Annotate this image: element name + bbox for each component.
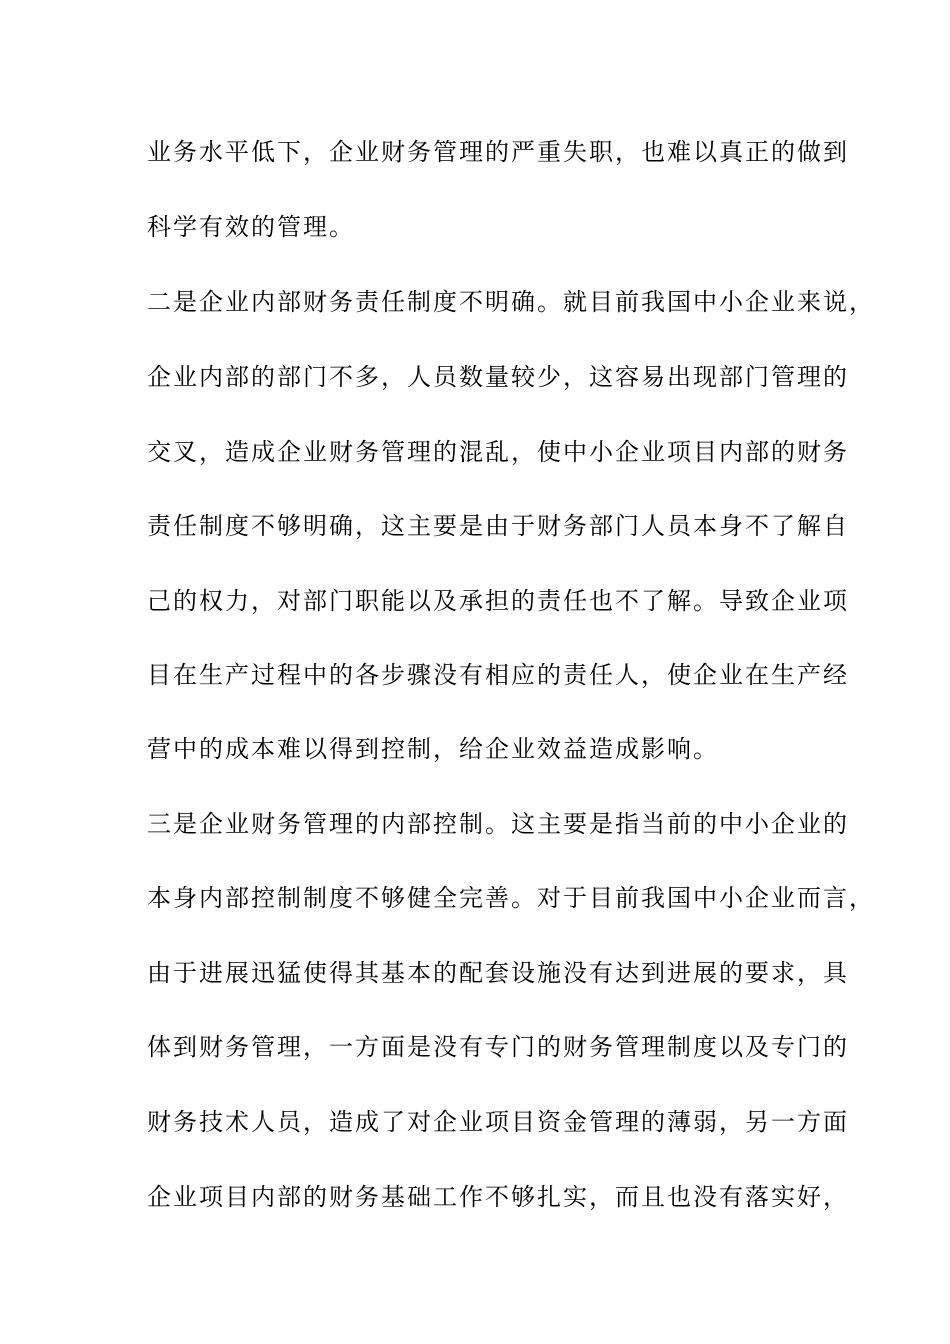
text-line: 本身内部控制制度不够健全完善。对于目前我国中小企业而言， [147, 884, 875, 912]
text-line: 业务水平低下，企业财务管理的严重失职，也难以真正的做到 [147, 138, 849, 166]
text-line: 目在生产过程中的各步骤没有相应的责任人，使企业在生产经 [147, 661, 849, 689]
text-line: 体到财务管理，一方面是没有专门的财务管理制度以及专门的 [147, 1033, 849, 1061]
text-line: 责任制度不够明确，这主要是由于财务部门人员本身不了解自 [147, 512, 849, 540]
text-line: 三是企业财务管理的内部控制。这主要是指当前的中小企业的 [147, 810, 849, 838]
text-line: 己的权力，对部门职能以及承担的责任也不了解。导致企业项 [147, 587, 849, 615]
text-line: 由于进展迅猛使得其基本的配套设施没有达到进展的要求，具 [147, 959, 849, 987]
text-line: 企业内部的部门不多，人员数量较少，这容易出现部门管理的 [147, 363, 849, 391]
text-line: 企业项目内部的财务基础工作不够扎实，而且也没有落实好， [147, 1183, 849, 1211]
text-line: 财务技术人员，造成了对企业项目资金管理的薄弱，另一方面 [147, 1108, 849, 1136]
text-line: 科学有效的管理。 [147, 213, 355, 241]
text-line: 二是企业内部财务责任制度不明确。就目前我国中小企业来说， [147, 288, 875, 316]
text-line: 营中的成本难以得到控制，给企业效益造成影响。 [147, 735, 719, 763]
text-line: 交叉，造成企业财务管理的混乱，使中小企业项目内部的财务 [147, 438, 849, 466]
